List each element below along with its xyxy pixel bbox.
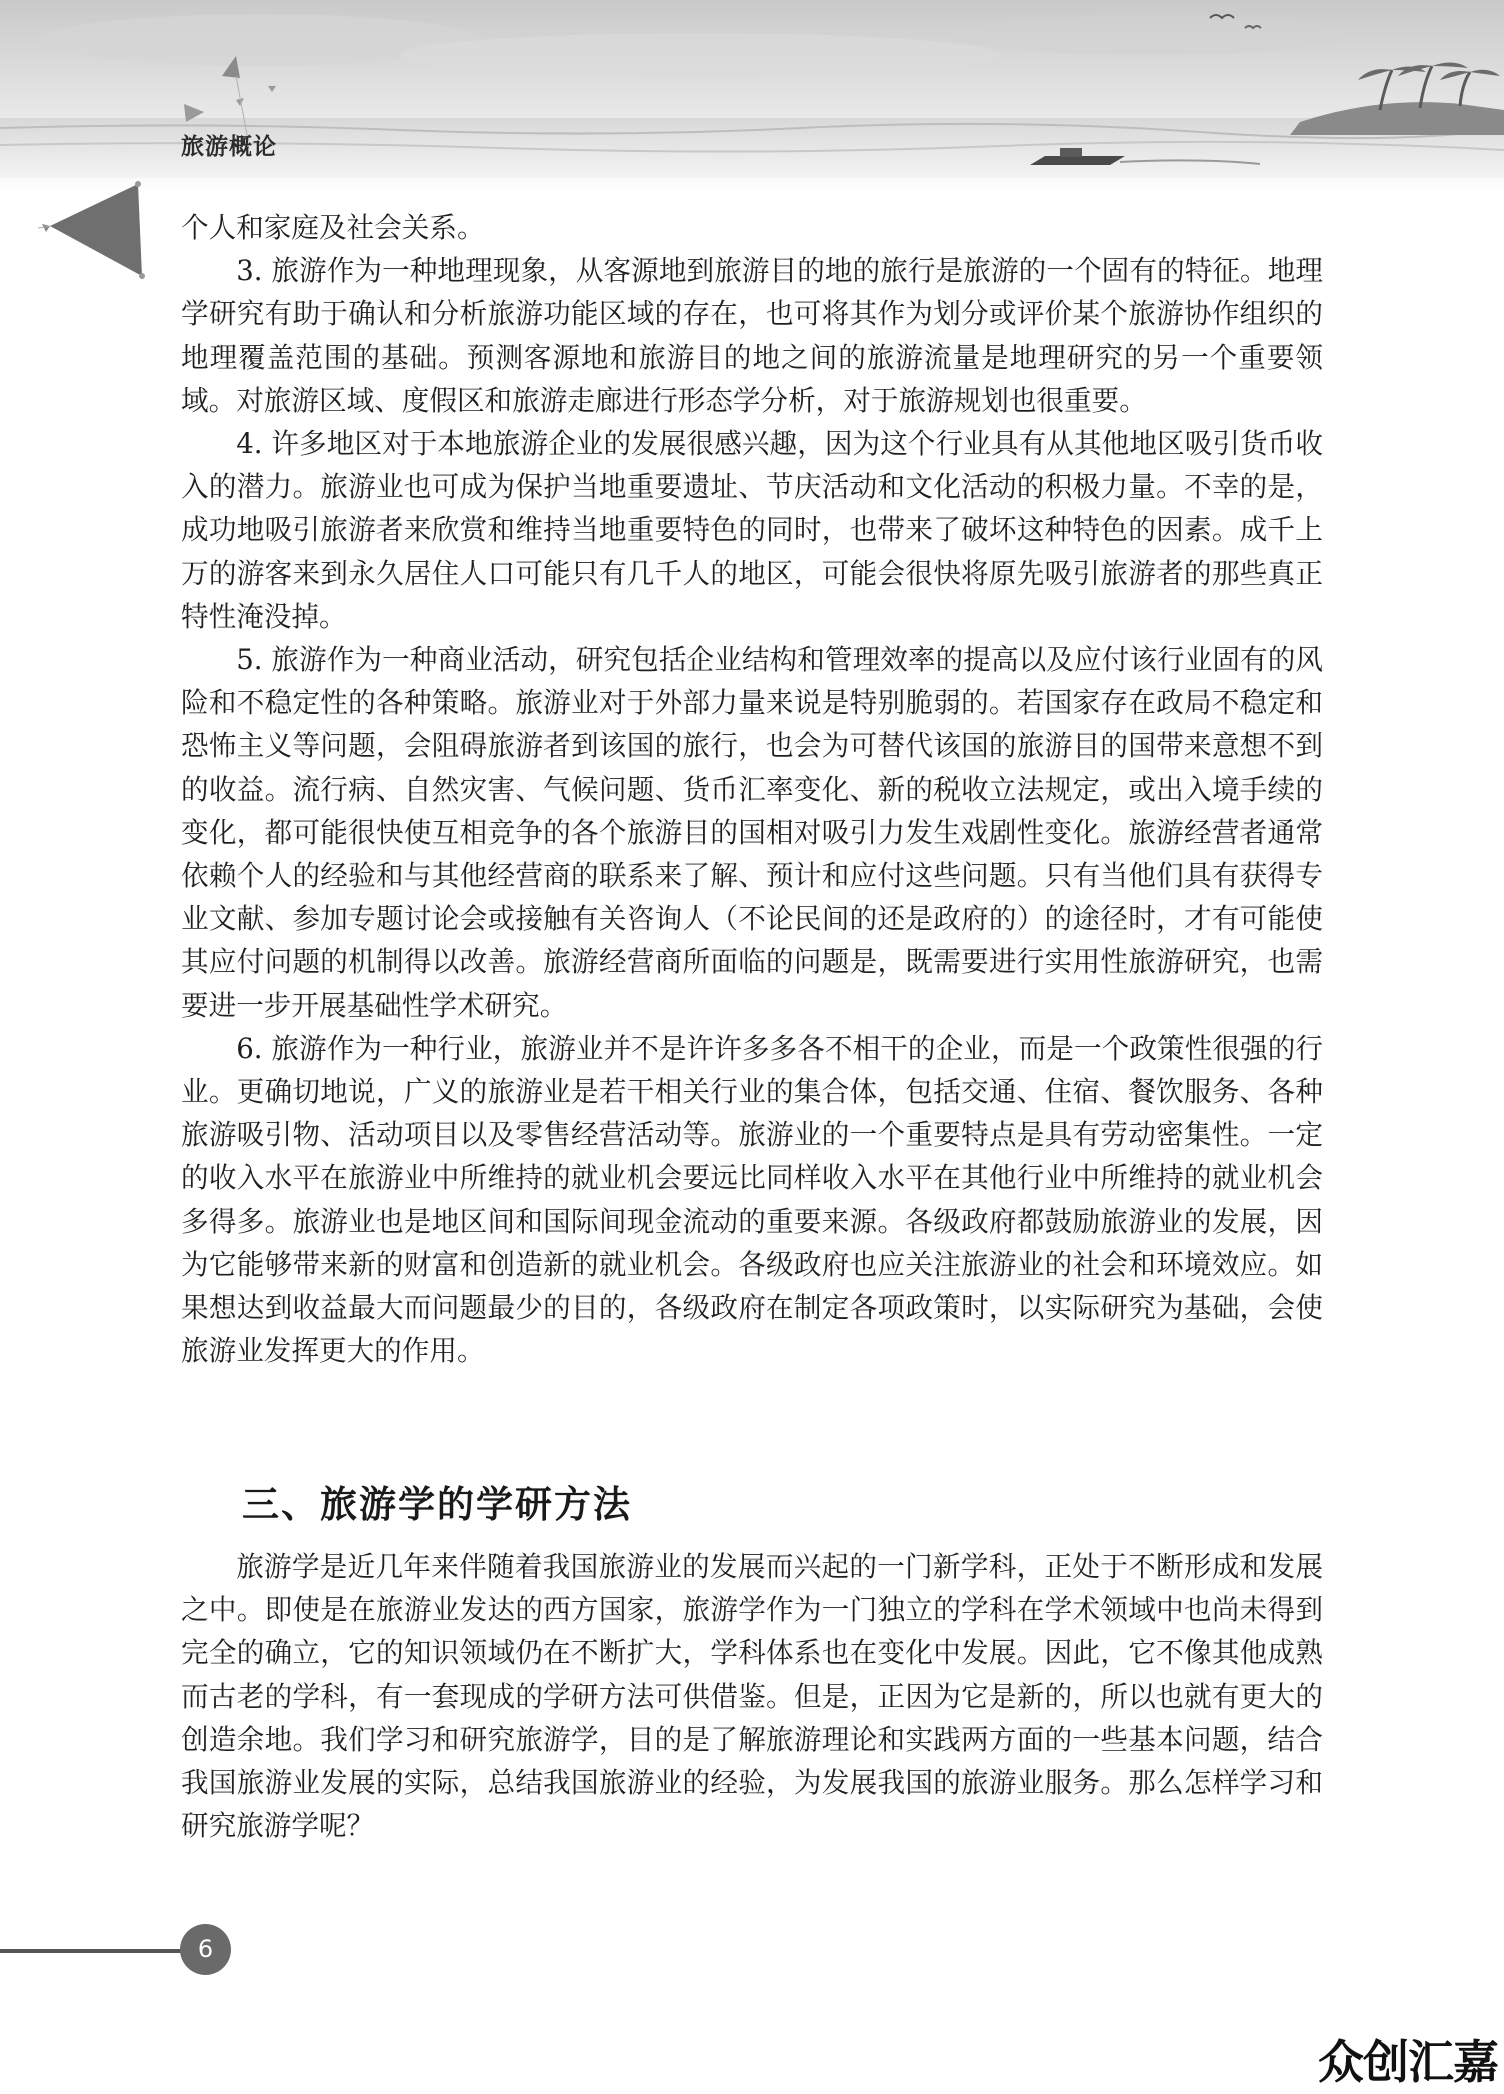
section-body: [181, 1545, 1323, 1847]
section-paragraph: 旅游学是近几年来伴随着我国旅游业的发展而兴起的一门新学科，正处于不断形成和发展之中。即使是在旅游业发达的西方国家，旅游学作为一门独立的学科在学术领域中也尚未得到完全的确立，它的知识领域仍在不断扩大，学科体系也在变化中发展。因此，它不像其他成熟而古老的学科，有一套现成的学研方法可供借鉴。但是，正因为它是新的，所以也就有更大的创造余地。我们学习和研究旅游学，目的是了解旅游理论和实践两方面的一些基本问题，结合我国旅游业发展的实际，总结我国旅游业的经验，为发展我国的旅游业服务。那么怎样学习和研究旅游学呢？: [181, 1550, 1323, 1843]
footer-rule: [0, 1949, 190, 1953]
page-number: 6: [180, 1924, 231, 1975]
paragraph-continued: 个人和家庭及社会关系。: [181, 211, 485, 244]
triangle-decoration-icon: [38, 160, 158, 280]
beach-scene-illustration: [0, 0, 1504, 195]
paragraph-point-5: 5. 旅游作为一种商业活动，研究包括企业结构和管理效率的提高以及应付该行业固有的风险和不稳定性的各种策略。旅游业对于外部力量来说是特别脆弱的。若国家存在政局不稳定和恐怖主义等问题，会阻碍旅游者到该国的旅行，也会为可替代该国的旅游目的国带来意想不到的收益。流行病、自然灾害、气候问题、货币汇率变化、新的税收立法规定，或出入境手续的变化，都可能很快使互相竞争的各个旅游目的国相对吸引力发生戏剧性变化。旅游经营者通常依赖个人的经验和与其他经营商的联系来了解、预计和应付这些问题。只有当他们具有获得专业文献、参加专题讨论会或接触有关咨询人（不论民间的还是政府的）的途径时，才有可能使其应付问题的机制得以改善。旅游经营商所面临的问题是，既需要进行实用性旅游研究，也需要进一步开展基础性学术研究。: [181, 643, 1323, 1022]
running-header-title: 旅游概论: [181, 134, 277, 160]
paragraph-point-3: 3. 旅游作为一种地理现象，从客源地到旅游目的地的旅行是旅游的一个固有的特征。地理学研究有助于确认和分析旅游功能区域的存在，也可将其作为划分或评价某个旅游协作组织的地理覆盖范围的基础。预测客源地和旅游目的地之间的旅游流量是地理研究的另一个重要领域。对旅游区域、度假区和旅游走廊进行形态学分析，对于旅游规划也很重要。: [181, 254, 1323, 417]
body-text: [181, 206, 1323, 1372]
header-banner: [0, 0, 1504, 195]
paragraph-point-6: 6. 旅游作为一种行业，旅游业并不是许许多多各不相干的企业，而是一个政策性很强的行业。更确切地说，广义的旅游业是若干相关行业的集合体，包括交通、住宿、餐饮服务、各种旅游吸引物、活动项目以及零售经营活动等。旅游业的一个重要特点是具有劳动密集性。一定的收入水平在旅游业中所维持的就业机会要远比同样收入水平在其他行业中所维持的就业机会多得多。旅游业也是地区间和国际间现金流动的重要来源。各级政府都鼓励旅游业的发展，因为它能够带来新的财富和创造新的就业机会。各级政府也应关注旅游业的社会和环境效应。如果想达到收益最大而问题最少的目的，各级政府在制定各项政策时，以实际研究为基础，会使旅游业发挥更大的作用。: [181, 1031, 1323, 1368]
paragraph-point-4: 4. 许多地区对于本地旅游企业的发展很感兴趣，因为这个行业具有从其他地区吸引货币收入的潜力。旅游业也可成为保护当地重要遗址、节庆活动和文化活动的积极力量。不幸的是，成功地吸引旅游者来欣赏和维持当地重要特色的同时，也带来了破坏这种特色的因素。成千上万的游客来到永久居住人口可能只有几千人的地区，可能会很快将原先吸引旅游者的那些真正特性淹没掉。: [181, 427, 1323, 633]
section-heading: 三、旅游学的学研方法: [242, 1483, 632, 1526]
watermark-logo: 众创汇嘉: [1318, 2035, 1498, 2089]
